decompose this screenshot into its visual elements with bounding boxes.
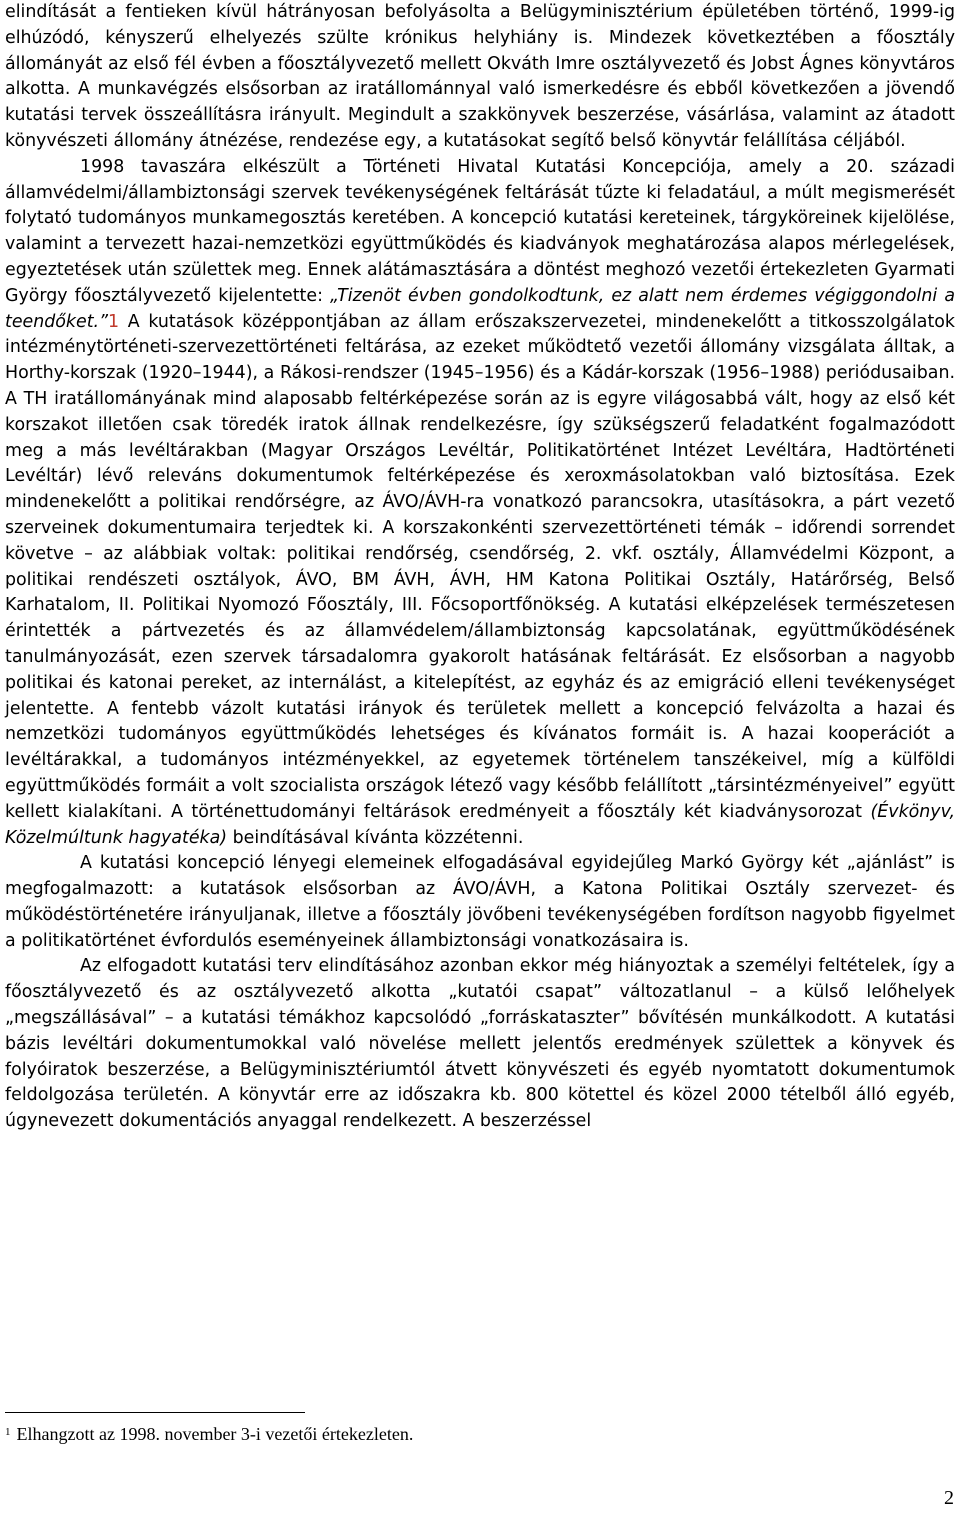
footnote xyxy=(5,1422,413,1446)
paragraph-4: Az elfogadott kutatási terv elindításához azonban ekkor még hiányoztak a személyi feltételek, így a főosztályvezető és az osztályvezető alkotta „kutatói csapat” változatlanul – a külső lelőhelyek „megszállásával” – a kutatási témákhoz kapcsolódó „forráskataszter” bővítésén munkálkodott. A kutatási bázis levéltári dokumentumokkal való növelése mellett jelentős eredmények születtek a könyvek és folyóiratok beszerzése, a Belügyminisztériumtól átvett könyvészeti és egyéb nyomtatott dokumentumok feldolgozása területén. A könyvtár erre az időszakra kb. 800 kötettel és közel 2000 tételből álló egyéb, úgynevezett dokumentációs anyaggal rendelkezett. A beszerzéssel xyxy=(5,956,955,1132)
page-number: 2 xyxy=(944,1487,954,1509)
paragraph-2-text-b: A kutatások középpontjában az állam erőszakszervezetei, mindenekelőtt a titkosszolgálatok intézménytörténeti-szervezettörténeti feltárása, az ezeket működtető vezetői állomány vizsgálata álltak, a Horthy-korszak (1920–1944), a Rákosi-rendszer (1945–1956) és a Kádár-korszak (1956–1988) periódusaiban. A TH iratállományának mind alaposabb feltérképezése során az is egyre világosabbá vált, hogy az első két korszakot illetően csak töredék iratok állnak rendelkezésre, így szükségszerű feladatként fogalmazódott meg a más levéltárakban (Magyar Országos Levéltár, Politikatörténet Intézet Levéltára, Hadtörténeti Levéltár) lévő releváns dokumentumok feltérképezése és xeroxmásolatokban való biztosítása. Ezek mindenekelőtt a politikai rendőrségre, az ÁVO/ÁVH-ra vonatkozó parancsokra, utasításokra, a párt vezető szerveinek dokumentumaira terjedtek ki. A korszakonkénti szervezettörténeti témák – időrendi sorrendet követve – az alábbiak voltak: politikai rendőrség, csendőrség, 2. vkf. osztály, Államvédelmi Központ, a politikai rendészeti osztályok, ÁVO, BM ÁVH, ÁVH, HM Katona Politikai Osztály, Határőrség, Belső Karhatalom, II. Politikai Nyomozó Főosztály, III. Főcsoportfőnökség. A kutatási elképzelések természetesen érintették a pártvezetés és az államvédelem/állambiztonság kapcsolatának, együttműködésének tanulmányozását, ezen szervek társadalomra gyakorolt hatásának feltárását. Ez elsősorban a nagyobb politikai és katonai pereket, az internálást, a kitelepítést, az egyház és az emigráció elleni tevékenységet jelentette. A fentebb vázolt kutatási irányok és területek mellett a koncepció felvázolta a hazai és nemzetközi tudományos együttműködés lehetséges és kívánatos formáit is. A hazai kooperációt a levéltárakkal, a tudományos intézményekkel, az egyetemek történelem tanszékeivel, míg a külföldi együttműködés formáit a volt szocialista országok létező vagy később felállított „társintézményeivel” együtt kellett kialakítani. A történettudományi feltárások eredményeit a főosztály két kiadványsorozat xyxy=(5,311,955,822)
document-body xyxy=(5,0,955,1135)
series-titles-italic: (Évkönyv, Közelmúltunk hagyatéka) xyxy=(5,801,955,848)
footnote-marker: 1 xyxy=(5,1426,11,1438)
paragraph-1: elindítását a fentieken kívül hátrányosan befolyásolta a Belügyminisztérium épületében történő, 1999-ig elhúzódó, kényszerű elhelyezés szülte krónikus helyhiány is. Mindezek következtében a főosztály állományát az első fél évben a főosztályvezető mellett Okváth Imre osztályvezető és Jobst Ágnes könyvtáros alkotta. A munkavégzés elsősorban az iratállománnyal való ismerkedésre és ebből következően a jövendő kutatási tervek összeállításra irányult. Megindult a szakkönyvek beszerzése, vásárlása, valamint az átadott könyvészeti állomány átnézése, rendezése egy, a kutatásokat segítő belső könyvtár felállítása céljából. xyxy=(5,2,955,151)
footnote-divider xyxy=(5,1412,305,1413)
paragraph-2-text-c: beindításával kívánta közzétenni. xyxy=(227,827,524,848)
footnote-reference[interactable]: 1 xyxy=(108,311,120,332)
paragraph-2 xyxy=(5,155,955,852)
quote-italic: „Tizenöt évben gondolkodtunk, ez alatt nem érdemes végiggondolni a teendőket.” xyxy=(5,285,955,332)
paragraph-2-text-a: 1998 tavaszára elkészült a Történeti Hivatal Kutatási Koncepciója, amely a 20. századi államvédelmi/állambiztonsági szervek tevékenységének feltárását tűzte ki feladatául, a múlt megismerését folytató tudományos munkamegosztás keretében. A koncepció kutatási kereteinek, tárgyköreinek kijelölése, valamint a tervezett hazai-nemzetközi együttműködés és kiadványok meghatározása alapos mérlegelések, egyeztetések után születtek meg. Ennek alátámasztására a döntést meghozó vezetői értekezleten Gyarmati György főosztályvezető kijelentette: xyxy=(5,156,955,306)
paragraph-3: A kutatási koncepció lényegi elemeinek elfogadásával egyidejűleg Markó György két „ajánlást” is megfogalmazott: a kutatások elsősorban az ÁVO/ÁVH, a Katona Politikai Osztály szervezet- és működéstörténetére irányuljanak, illetve a főosztály jövőbeni tevékenységében fordítson nagyobb figyelmet a politikatörténet évfordulós eseményeinek állambiztonsági vonatkozásaira is. xyxy=(5,853,955,951)
footnote-text: Elhangzott az 1998. november 3-i vezetői értekezleten. xyxy=(16,1424,414,1444)
